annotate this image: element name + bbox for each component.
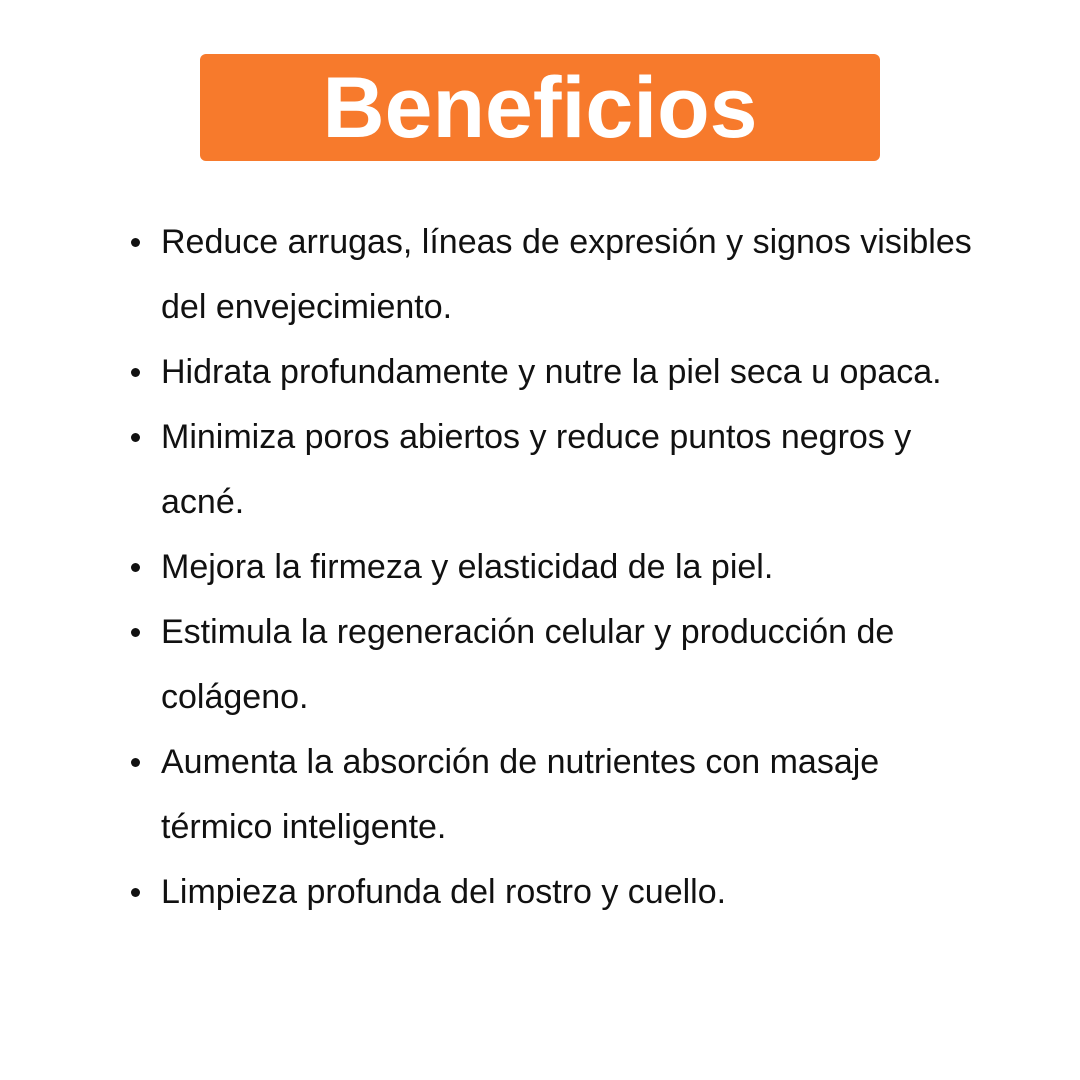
list-item <box>0 535 1080 600</box>
list-item <box>0 600 1080 730</box>
bullet-icon <box>131 563 140 572</box>
list-item <box>0 405 1080 535</box>
benefits-list <box>0 210 1080 925</box>
list-item <box>0 210 1080 340</box>
list-item <box>0 860 1080 925</box>
benefit-text: Mejora la firmeza y elasticidad de la piel. <box>161 548 774 586</box>
benefit-text: Estimula la regeneración celular y producción de colágeno. <box>161 613 895 716</box>
list-item <box>0 730 1080 860</box>
list-item <box>0 340 1080 405</box>
benefit-text: Reduce arrugas, líneas de expresión y signos visibles del envejecimiento. <box>161 223 972 326</box>
bullet-icon <box>131 888 140 897</box>
page-title: Beneficios <box>322 59 758 156</box>
bullet-icon <box>131 758 140 767</box>
bullet-icon <box>131 433 140 442</box>
title-banner <box>200 54 880 161</box>
benefit-text: Hidrata profundamente y nutre la piel seca u opaca. <box>161 353 942 391</box>
bullet-icon <box>131 628 140 637</box>
benefit-text: Aumenta la absorción de nutrientes con masaje térmico inteligente. <box>161 743 880 846</box>
bullet-icon <box>131 238 140 247</box>
benefit-text: Limpieza profunda del rostro y cuello. <box>161 873 727 911</box>
bullet-icon <box>131 368 140 377</box>
benefit-text: Minimiza poros abiertos y reduce puntos negros y acné. <box>161 418 912 521</box>
